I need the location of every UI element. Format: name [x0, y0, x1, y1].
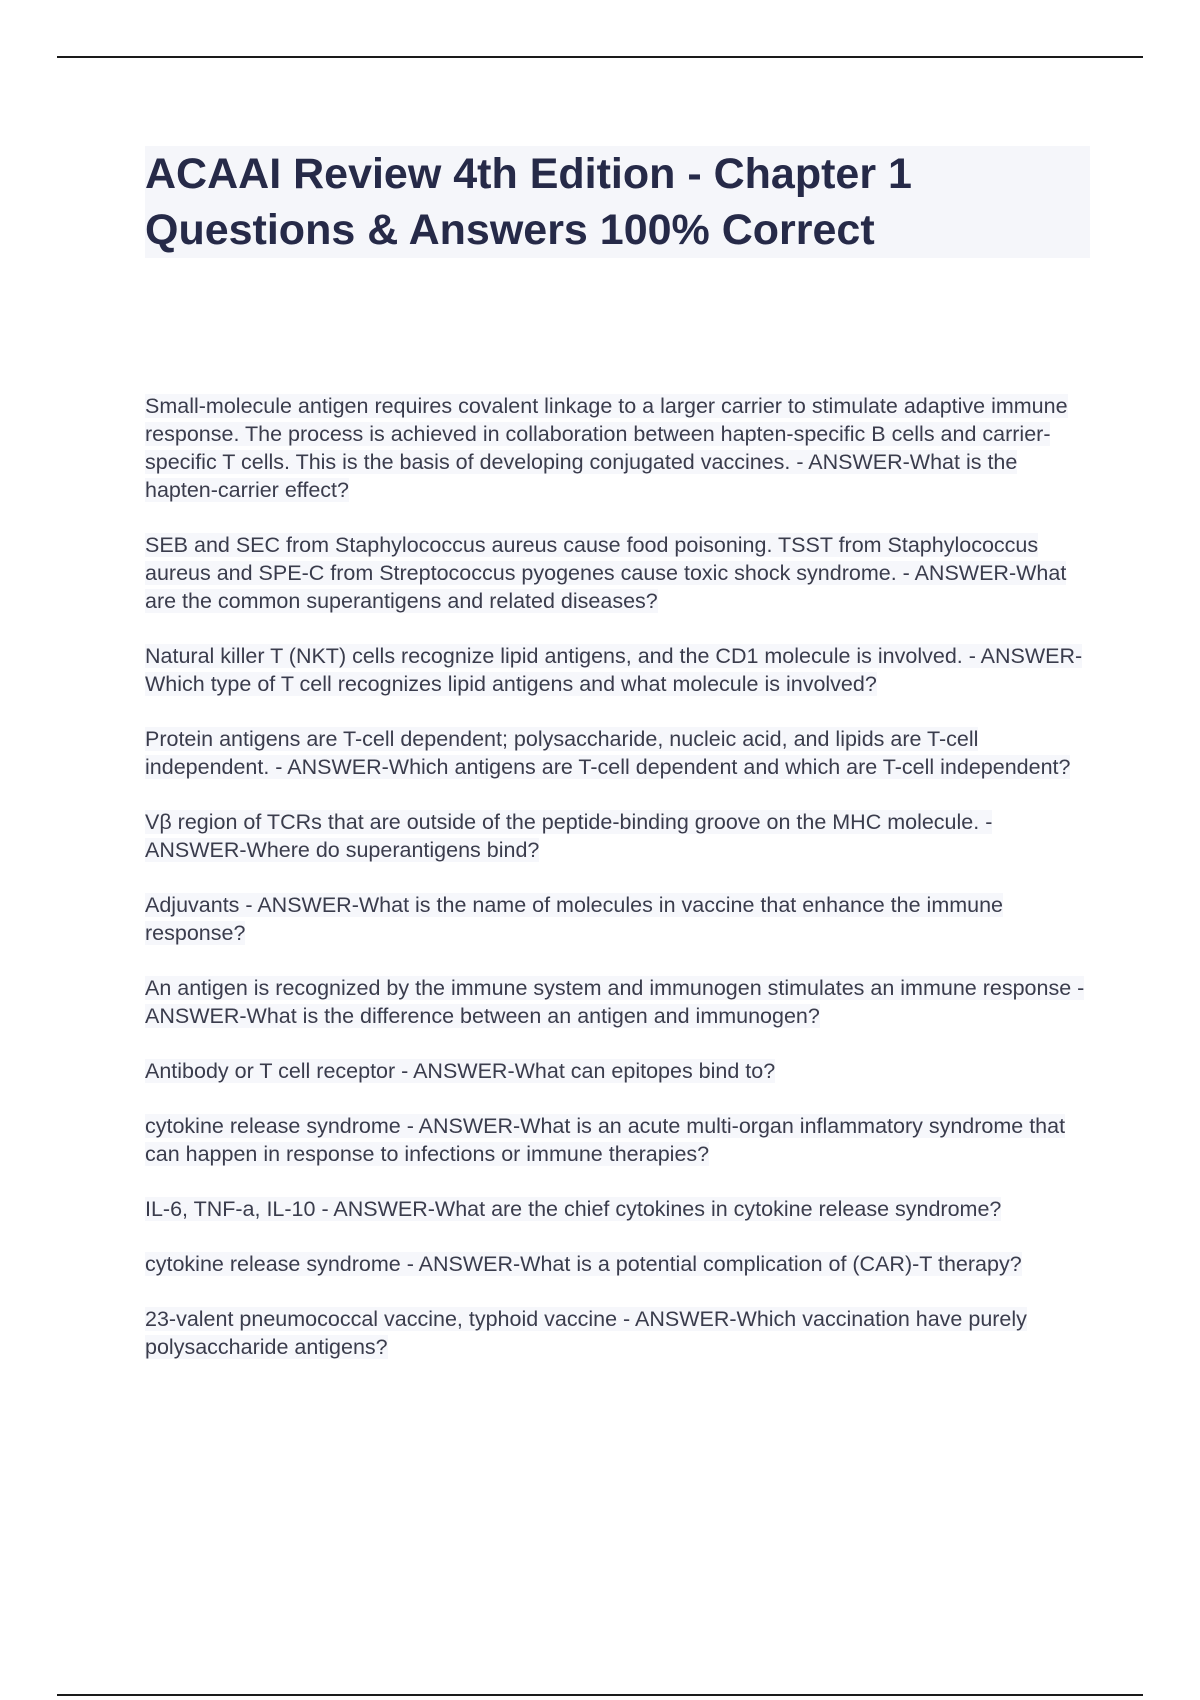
title-block — [145, 146, 1090, 258]
document-body — [145, 146, 1090, 1388]
qa-text: Antibody or T cell receptor - ANSWER-What can epitopes bind to? — [145, 1059, 776, 1083]
qa-text: Vβ region of TCRs that are outside of the peptide-binding groove on the MHC molecule. - ANSWER-Where do superantigens bind? — [145, 810, 993, 862]
qa-item — [145, 1195, 1090, 1223]
qa-text: Protein antigens are T-cell dependent; polysaccharide, nucleic acid, and lipids are T-cell independent. - ANSWER-Which antigens are T-cell dependent and which are T-cell independent? — [145, 727, 1071, 779]
document-title: ACAAI Review 4th Edition - Chapter 1 Questions & Answers 100% Correct — [145, 150, 912, 254]
qa-item — [145, 891, 1090, 947]
qa-text: IL-6, TNF-a, IL-10 - ANSWER-What are the chief cytokines in cytokine release syndrome? — [145, 1197, 1002, 1221]
qa-item — [145, 1250, 1090, 1278]
qa-item — [145, 1057, 1090, 1085]
top-rule — [57, 56, 1143, 58]
qa-item — [145, 1305, 1090, 1361]
qa-text: cytokine release syndrome - ANSWER-What is an acute multi-organ inflammatory syndrome that can happen in response to infections or immune therapies? — [145, 1114, 1066, 1166]
qa-item — [145, 1112, 1090, 1168]
qa-text: Natural killer T (NKT) cells recognize lipid antigens, and the CD1 molecule is involved. - ANSWER-Which type of T cell recognizes lipid antigens and what molecule is involved? — [145, 644, 1083, 696]
qa-item — [145, 808, 1090, 864]
qa-item — [145, 974, 1090, 1030]
qa-item — [145, 392, 1090, 504]
qa-item — [145, 725, 1090, 781]
qa-text: Small-molecule antigen requires covalent linkage to a larger carrier to stimulate adaptive immune response. The process is achieved in collaboration between hapten-specific B cells and carrier-specific T cells. This is the basis of developing conjugated vaccines. - ANSWER-What is the hapten-carrier effect? — [145, 394, 1068, 502]
qa-text: cytokine release syndrome - ANSWER-What is a potential complication of (CAR)-T therapy? — [145, 1252, 1022, 1276]
qa-text: SEB and SEC from Staphylococcus aureus cause food poisoning. TSST from Staphylococcus aureus and SPE-C from Streptococcus pyogenes cause toxic shock syndrome. - ANSWER-What are the common superantigens and related diseases? — [145, 533, 1067, 613]
qa-item — [145, 531, 1090, 615]
qa-text: 23-valent pneumococcal vaccine, typhoid vaccine - ANSWER-Which vaccination have purely polysaccharide antigens? — [145, 1307, 1027, 1359]
qa-list — [145, 392, 1090, 1361]
qa-text: An antigen is recognized by the immune system and immunogen stimulates an immune response - ANSWER-What is the difference between an antigen and immunogen? — [145, 976, 1085, 1028]
qa-text: Adjuvants - ANSWER-What is the name of molecules in vaccine that enhance the immune response? — [145, 893, 1004, 945]
bottom-rule — [57, 1694, 1143, 1696]
qa-item — [145, 642, 1090, 698]
